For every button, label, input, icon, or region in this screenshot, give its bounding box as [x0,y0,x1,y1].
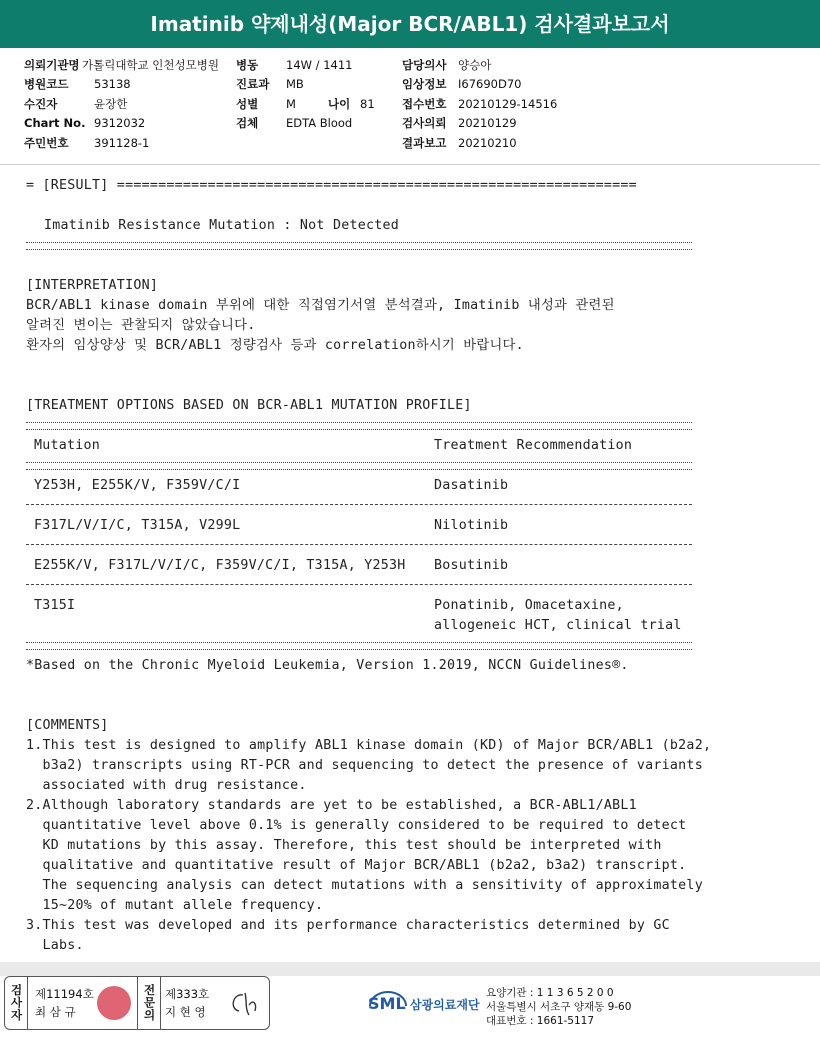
treatment-header: [TREATMENT OPTIONS BASED ON BCR-ABL1 MUTATION PROFILE] [26,398,472,413]
label-hospital-code: 병원코드 [24,77,69,92]
tester-label [5,977,28,1029]
result-header: = [RESULT] =============================================================== [26,178,637,193]
table-row-treatment: Bosutinib [434,558,509,573]
comment-line: Labs. [26,938,84,953]
label-ward: 병동 [236,58,259,72]
value-ward: 14W / 1411 [286,58,353,72]
org-address: 서울특별시 서초구 양재동 9-60 [486,1001,632,1013]
value-sex: M [286,96,296,111]
column-header-treatment: Treatment Recommendation [434,438,633,453]
label-clinical-info: 임상정보 [402,77,447,92]
row-divider [26,584,692,585]
result-divider [26,242,692,250]
value-clinical-info: I67690D70 [458,77,522,92]
sml-logo [366,984,480,1026]
value-request-date: 20210129 [458,116,517,131]
value-patient: 윤장한 [94,96,128,111]
tester-license: 제11194호 [35,987,94,1001]
comments-header: [COMMENTS] [26,718,109,733]
label-physician: 담당의사 [402,58,447,72]
table-header-divider [26,462,692,470]
specialist-info [165,985,209,1021]
label-department: 진료과 [236,77,270,92]
label-patient: 수진자 [24,96,58,111]
org-info [486,986,631,1028]
specialist-license: 제333호 [165,987,210,1001]
row-divider [26,504,692,505]
logo-text: SML [368,994,406,1013]
value-resident-no: 391128-1 [94,135,150,150]
org-name: 삼광의료재단 [410,998,480,1012]
table-row-treatment: Ponatinib, Omacetaxine, [434,598,624,613]
comment-line: 15~20% of mutant allele frequency. [26,898,324,913]
result-line: Imatinib Resistance Mutation : Not Detected [44,218,399,233]
column-header-mutation: Mutation [34,438,101,453]
label-institution: 의뢰기관명 [24,58,80,72]
specialist-label [137,977,161,1029]
table-row-mutation: T315I [34,598,76,613]
interpretation-header: [INTERPRETATION] [26,278,159,293]
comment-line: associated with drug resistance. [26,778,307,793]
signature-box [4,976,270,1030]
label-resident-no: 주민번호 [24,135,69,150]
table-row-mutation: Y253H, E255K/V, F359V/C/I [34,478,241,493]
report-body [0,170,820,962]
tester-name: 최 삼 규 [35,1005,76,1019]
row-divider [26,544,692,545]
value-specimen: EDTA Blood [286,116,353,131]
value-department: MB [286,77,304,92]
footer-bar [0,962,820,976]
footnote: *Based on the Chronic Myeloid Leukemia, Version 1.2019, NCCN Guidelines®. [26,658,629,673]
interpretation-line: 환자의 임상양상 및 BCR/ABL1 정량검사 등과 correlation하시기 바랍니다. [26,338,524,353]
value-institution: 가톨릭대학교 인천성모병원 [82,58,219,72]
tester-info [35,985,94,1021]
org-phone: 대표번호 : 1661-5117 [486,1015,595,1027]
table-row-mutation: E255K/V, F317L/V/I/C, F359V/C/I, T315A, Y253H [34,558,406,573]
value-receipt-no: 20210129-14516 [458,96,558,111]
table-row-treatment-cont: allogeneic HCT, clinical trial [434,618,682,633]
value-hospital-code: 53138 [94,77,131,92]
table-top-divider [26,422,692,430]
interpretation-line: BCR/ABL1 kinase domain 부위에 대한 직접염기서열 분석결과, Imatinib 내성과 관련된 [26,298,615,313]
interpretation-line: 알려진 변이는 관찰되지 않았습니다. [26,318,256,333]
comment-line: quantitative level above 0.1% is generally considered to be required to detect [26,818,687,833]
specialist-name: 지 현 영 [165,1005,206,1019]
value-physician: 양승아 [458,58,492,72]
comment-line: b3a2) transcripts using RT-PCR and sequencing to detect the presence of variants [26,758,703,773]
label-specimen: 검체 [236,116,259,131]
value-chart-no: 9312032 [94,116,146,131]
info-col-patient [24,56,219,153]
label-report-date: 결과보고 [402,135,447,150]
value-report-date: 20210210 [458,135,517,150]
info-col-report [402,56,557,153]
label-chart-no: Chart No. [24,116,86,131]
comment-line: The sequencing analysis can detect mutations with a sensitivity of approximately [26,878,703,893]
signature-icon [225,989,261,1019]
report-title: Imatinib 약제내성(Major BCR/ABL1) 검사결과보고서 [0,0,820,48]
table-row-treatment: Nilotinib [434,518,509,533]
header-divider [0,164,820,165]
comment-line: qualitative and quantitative result of Major BCR/ABL1 (b2a2, b3a2) transcript. [26,858,687,873]
comment-line: KD mutations by this assay. Therefore, this test should be interpreted with [26,838,662,853]
info-col-ward [236,56,375,134]
specialist-label-text: 전문의 [142,984,157,1022]
comment-line: 2.Although laboratory standards are yet to be established, a BCR-ABL1/ABL1 [26,798,637,813]
comment-line: 1.This test is designed to amplify ABL1 kinase domain (KD) of Major BCR/ABL1 (b2a2, [26,738,712,753]
label-receipt-no: 접수번호 [402,96,447,111]
label-sex: 성별 [236,96,259,111]
table-bottom-divider [26,642,692,650]
tester-seal-icon [97,986,131,1020]
table-row-mutation: F317L/V/I/C, T315A, V299L [34,518,241,533]
org-code: 요양기관 : 1 1 3 6 5 2 0 0 [486,987,614,999]
value-age: 81 [360,96,375,111]
label-request-date: 검사의뢰 [402,116,447,131]
comment-line: 3.This test was developed and its performance characteristics determined by GC [26,918,670,933]
tester-label-text: 검사자 [9,984,24,1022]
label-age: 나이 [328,96,351,111]
table-row-treatment: Dasatinib [434,478,509,493]
